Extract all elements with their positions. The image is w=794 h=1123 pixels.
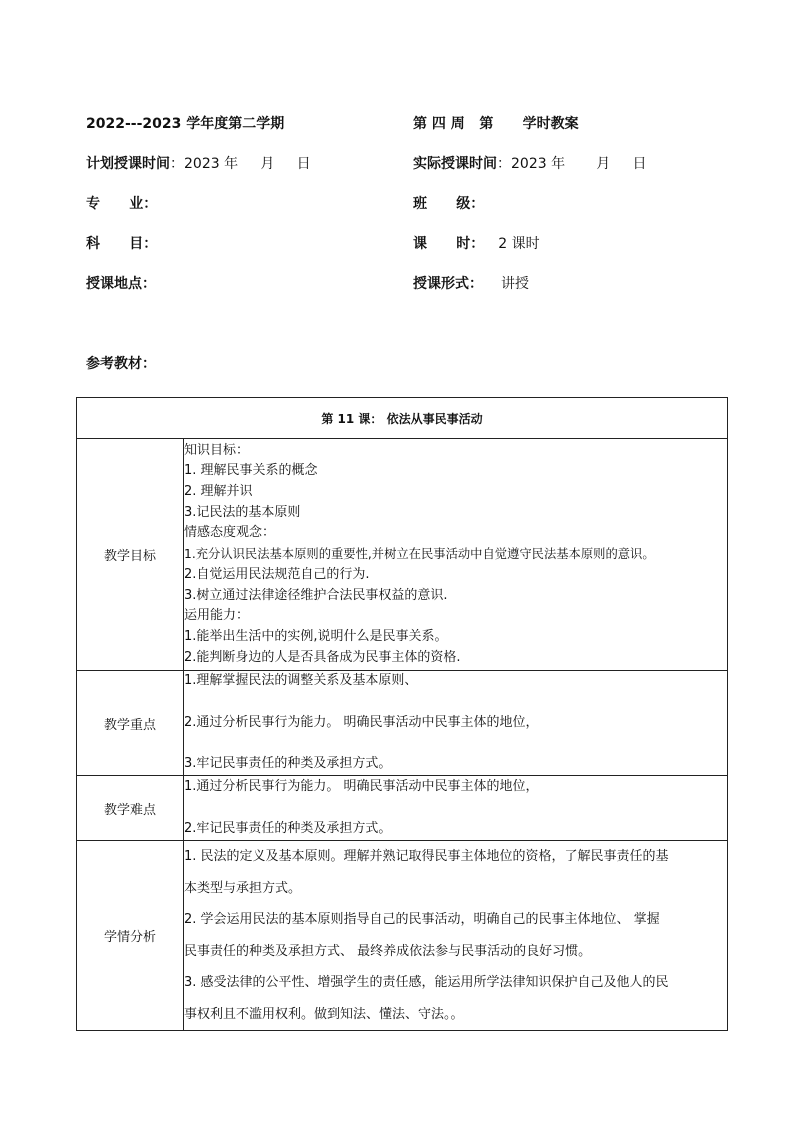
analysis-label: 学情分析 — [77, 841, 184, 1031]
actual-time-label: 实际授课时间 — [413, 156, 497, 172]
class-label: 班 级： — [413, 196, 485, 212]
goals-line: 1.能举出生活中的实例,说明什么是民事关系。 — [184, 628, 448, 644]
difficulties-label: 教学难点 — [77, 776, 184, 841]
actual-time — [413, 155, 646, 173]
term-heading: 2022---2023 学年度第二学期 — [86, 116, 285, 132]
week-plan-heading: 第 四 周 第 学时教案 — [413, 116, 579, 132]
goals-content — [184, 439, 728, 671]
goals-row — [77, 439, 728, 671]
goals-line: 情感态度观念： — [184, 525, 276, 541]
goals-line: 2.自觉运用民法规范自己的行为. — [184, 566, 370, 582]
goals-line: 运用能力： — [184, 608, 250, 624]
goals-line: 2. 理解并识 — [184, 484, 253, 500]
table-title-row — [77, 398, 728, 439]
key-points-line: 2.通过分析民事行为能力。 明确民事活动中民事主体的地位， — [184, 714, 539, 730]
key-points-content — [184, 671, 728, 776]
analysis-content — [184, 841, 728, 1031]
analysis-line: 3. 感受法律的公平性、增强学生的责任感，能运用所学法律知识保护自己及他人的民 — [184, 975, 669, 991]
goals-line: 知识目标： — [184, 442, 250, 458]
lesson-title: 第 11 课： 依法从事民事活动 — [77, 398, 728, 439]
planned-time-label: 计划授课时间 — [86, 156, 170, 172]
goals-line: 3.记民法的基本原则 — [184, 504, 301, 520]
goals-line: 1. 理解民事关系的概念 — [184, 463, 318, 479]
analysis-line: 2. 学会运用民法的基本原则指导自己的民事活动，明确自己的民事主体地位、 掌握 — [184, 912, 660, 928]
goals-line: 3.树立通过法律途径维护合法民事权益的意识. — [184, 587, 448, 603]
goals-line: 2.能判断身边的人是否具备成为民事主体的资格. — [184, 649, 461, 665]
subject-label: 科 目： — [86, 236, 158, 252]
goals-line: 1.充分认识民法基本原则的重要性,并树立在民事活动中自觉遵守民法基本原则的意识。 — [184, 547, 655, 562]
analysis-line: 民事责任的种类及承担方式、 最终养成依法参与民事活动的良好习惯。 — [184, 943, 592, 959]
hours-value: 2 课时 — [498, 236, 540, 252]
difficulties-row — [77, 776, 728, 841]
lesson-plan-table — [76, 397, 728, 1031]
hours-label: 课 时： — [413, 236, 485, 252]
analysis-line: 1. 民法的定义及基本原则。理解并熟记取得民事主体地位的资格，了解民事责任的基 — [184, 849, 669, 865]
difficulties-line: 2.牢记民事责任的种类及承担方式。 — [184, 820, 392, 836]
form-value: 讲授 — [501, 276, 529, 292]
form-field — [413, 275, 529, 293]
key-points-label: 教学重点 — [77, 671, 184, 776]
major-label: 专 业： — [86, 196, 158, 212]
key-points-row — [77, 671, 728, 776]
actual-time-value: ：2023 年 月 日 — [497, 156, 647, 172]
difficulties-line: 1.通过分析民事行为能力。 明确民事活动中民事主体的地位， — [184, 778, 539, 794]
key-points-line: 3.牢记民事责任的种类及承担方式。 — [184, 756, 392, 772]
analysis-line: 事权利且不滥用权利。做到知法、懂法、守法。。 — [184, 1006, 464, 1022]
hours-field — [413, 235, 540, 253]
planned-time-value: ：2023 年 月 日 — [170, 156, 311, 172]
location-label: 授课地点： — [86, 276, 156, 292]
difficulties-content — [184, 776, 728, 841]
textbook-label: 参考教材： — [86, 356, 156, 372]
analysis-line: 本类型与承担方式。 — [184, 880, 302, 896]
form-label: 授课形式： — [413, 276, 483, 292]
key-points-line: 1.理解掌握民法的调整关系及基本原则、 — [184, 673, 418, 688]
planned-time — [86, 155, 311, 173]
goals-label: 教学目标 — [77, 439, 184, 671]
analysis-row — [77, 841, 728, 1031]
